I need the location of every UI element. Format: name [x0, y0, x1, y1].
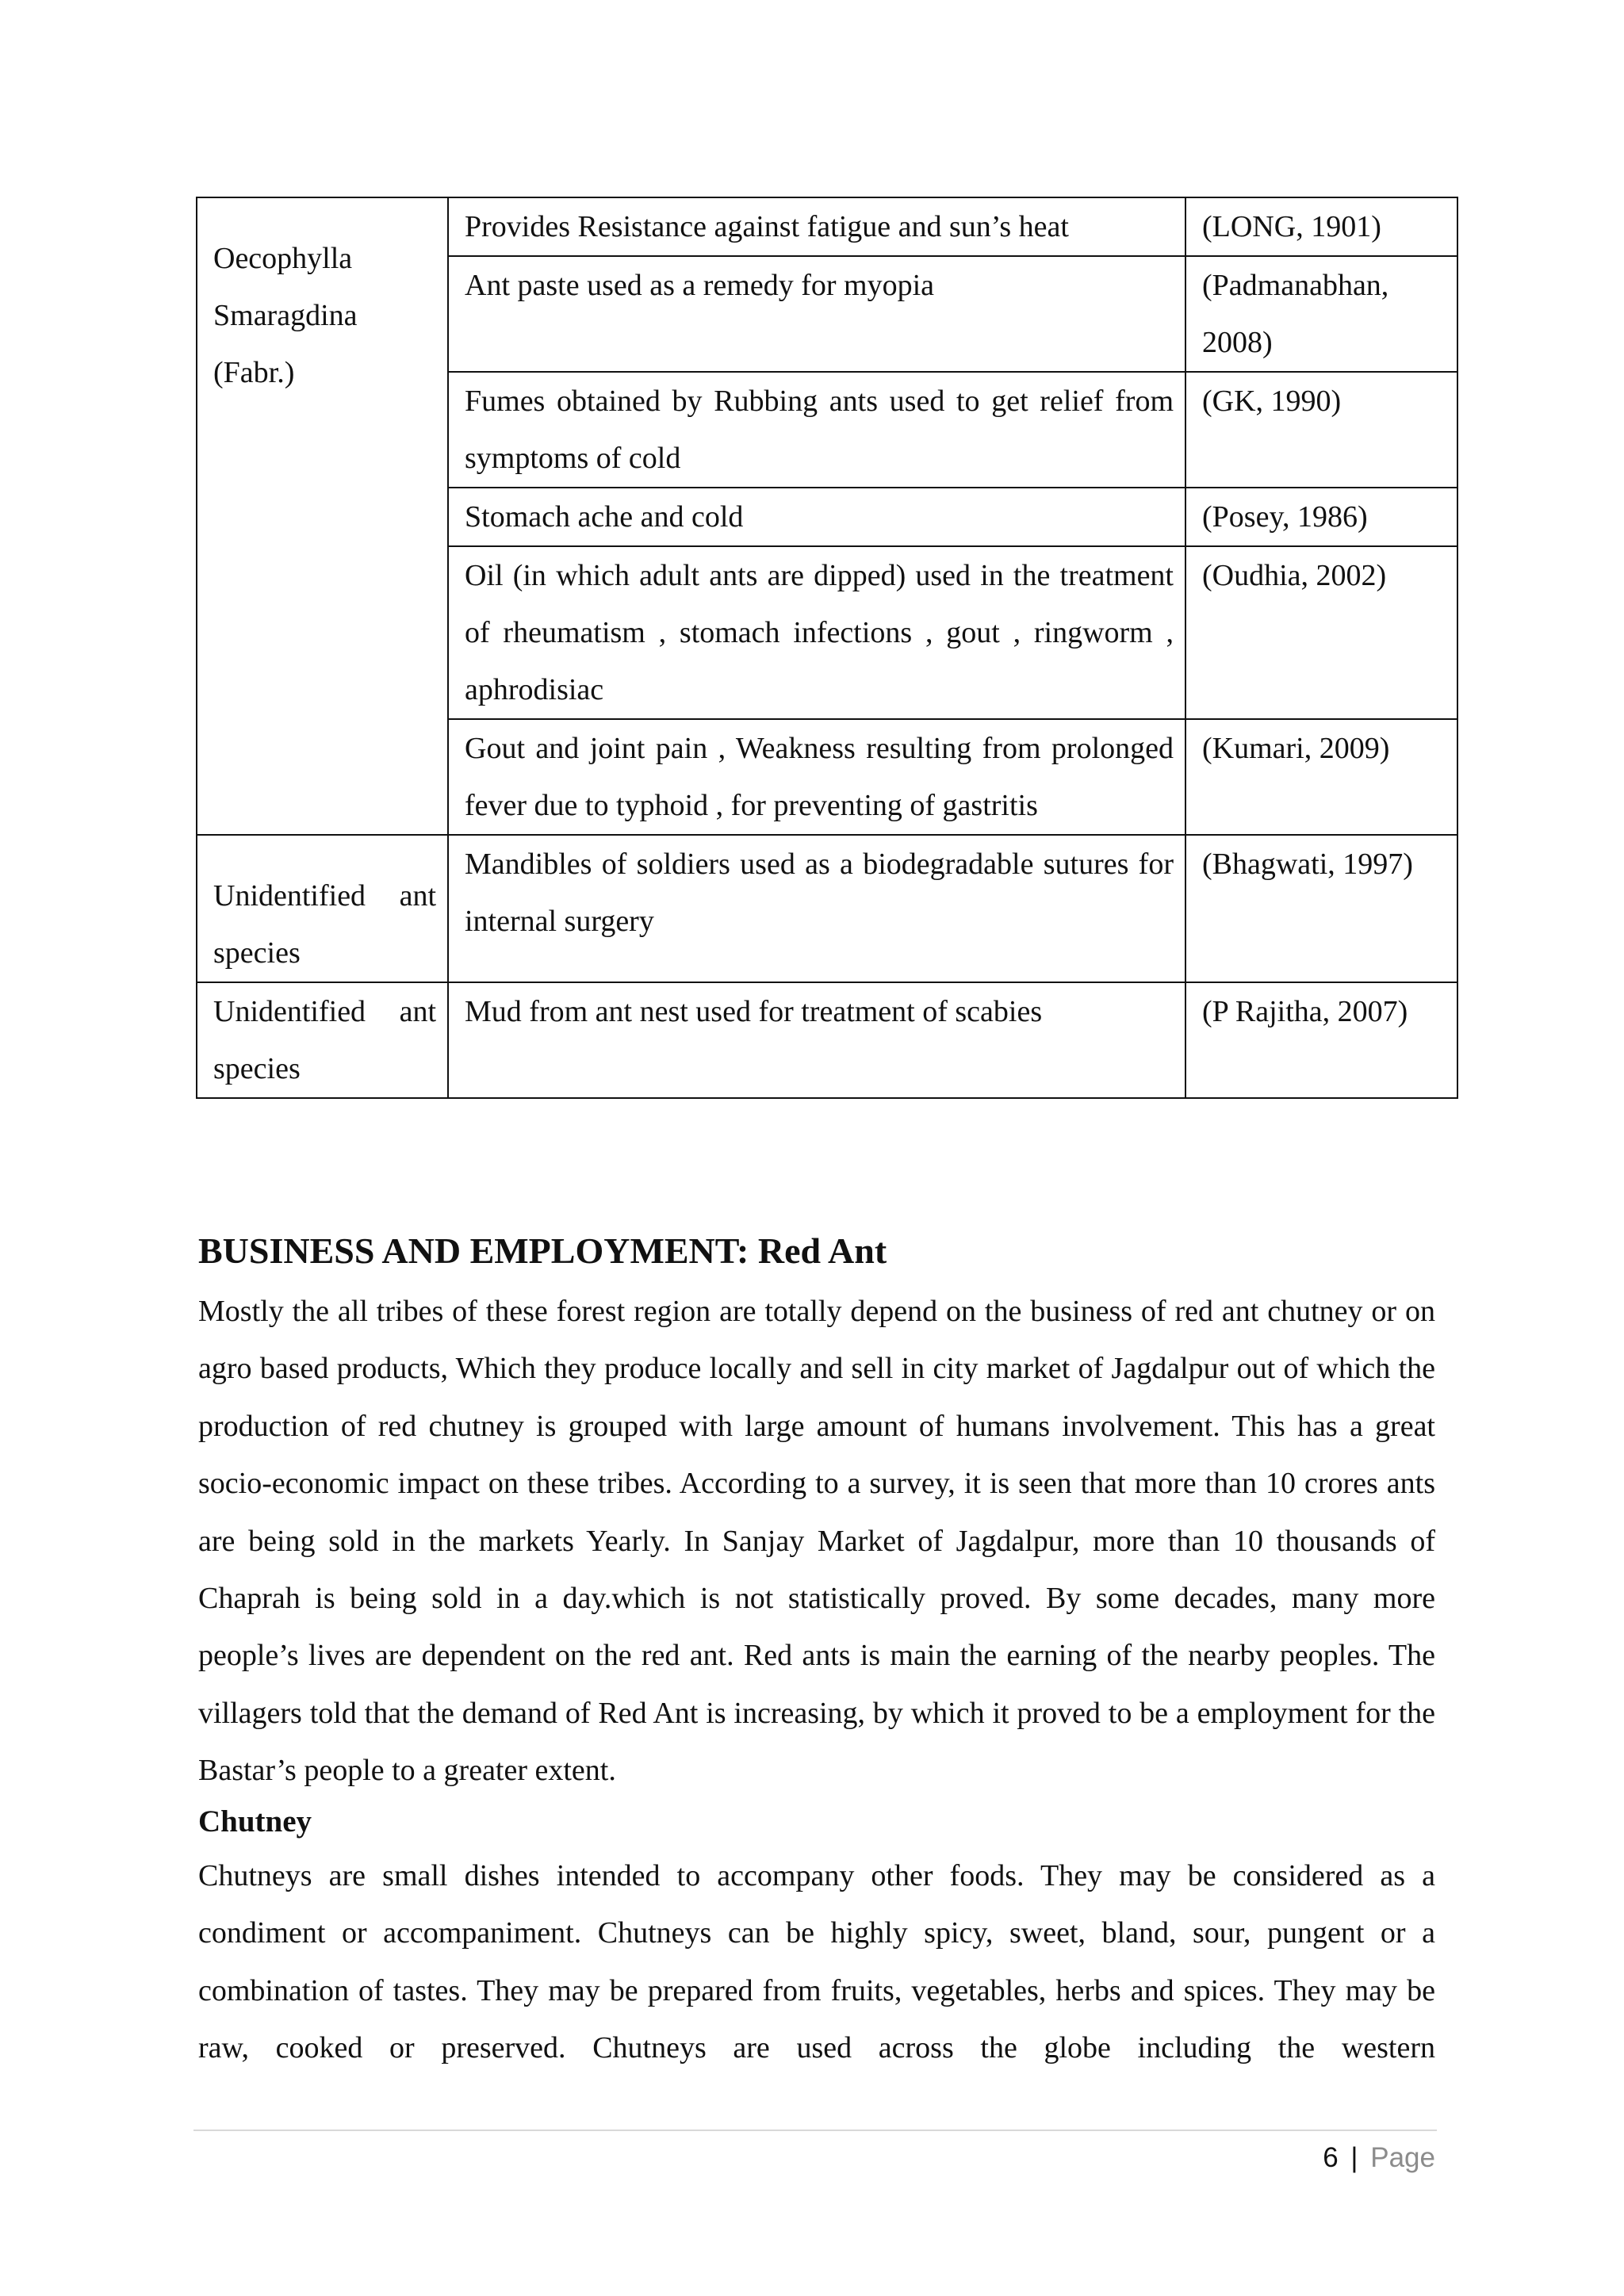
ant-uses-table — [196, 197, 1458, 1099]
reference-cell: (Posey, 1986) — [1185, 488, 1457, 546]
table-row — [197, 835, 1457, 982]
use-cell: Mud from ant nest used for treatment of scabies — [448, 982, 1185, 1098]
reference-cell: (Kumari, 2009) — [1185, 719, 1457, 835]
species-cell: Unidentified ant species — [197, 982, 448, 1098]
reference-cell: (LONG, 1901) — [1185, 197, 1457, 256]
table-row — [197, 982, 1457, 1098]
use-cell: Ant paste used as a remedy for myopia — [448, 256, 1185, 372]
footer-separator: | — [1350, 2142, 1358, 2173]
use-cell: Mandibles of soldiers used as a biodegradable sutures for internal surgery — [448, 835, 1185, 982]
use-cell: Stomach ache and cold — [448, 488, 1185, 546]
page-footer — [1323, 2138, 1435, 2178]
reference-cell: (Bhagwati, 1997) — [1185, 835, 1457, 982]
footer-divider — [193, 2130, 1437, 2131]
table-row — [197, 197, 1457, 256]
reference-cell: (Oudhia, 2002) — [1185, 546, 1457, 719]
species-cell: Unidentified ant species — [197, 835, 448, 982]
reference-cell: (GK, 1990) — [1185, 372, 1457, 488]
page-label: Page — [1370, 2142, 1435, 2173]
section-heading: BUSINESS AND EMPLOYMENT: Red Ant — [198, 1230, 887, 1271]
chutney-paragraph: Chutneys are small dishes intended to accompany other foods. They may be considered as a condiment or accompaniment. Chutneys can be highly spicy, sweet, bland, sour, pungent or a combination of tastes. They may be prepared from fruits, vegetables, herbs and spices. They may be raw, cooked or preserved. Chutneys are used across the globe including the western — [198, 1859, 1435, 2065]
use-cell: Oil (in which adult ants are dipped) used in the treatment of rheumatism , stomach infections , gout , ringworm , aphrodisiac — [448, 546, 1185, 719]
business-paragraph: Mostly the all tribes of these forest region are totally depend on the business of red ant chutney or on agro based products, Which they produce locally and sell in city market of Jagdalpur out of which the production of red chutney is grouped with large amount of humans involvement. This has a great socio-economic impact on these tribes. According to a survey, it is seen that more than 10 crores ants are being sold in the markets Yearly. In Sanjay Market of Jagdalpur, more than 10 thousands of Chaprah is being sold in a day.which is not statistically proved. By some decades, many more people’s lives are dependent on the red ant. Red ants is main the earning of the nearby peoples. The villagers told that the demand of Red Ant is increasing, by which it proved to be a employment for the Bastar’s people to a greater extent. — [198, 1295, 1435, 1788]
page-number: 6 — [1323, 2142, 1339, 2173]
use-cell: Provides Resistance against fatigue and sun’s heat — [448, 197, 1185, 256]
species-cell: Oecophylla Smaragdina (Fabr.) — [197, 197, 448, 835]
use-cell: Fumes obtained by Rubbing ants used to get relief from symptoms of cold — [448, 372, 1185, 488]
subsection-heading: Chutney — [198, 1804, 312, 1839]
reference-cell: (P Rajitha, 2007) — [1185, 982, 1457, 1098]
reference-cell: (Padmanabhan, 2008) — [1185, 256, 1457, 372]
use-cell: Gout and joint pain , Weakness resulting from prolonged fever due to typhoid , for preventing of gastritis — [448, 719, 1185, 835]
